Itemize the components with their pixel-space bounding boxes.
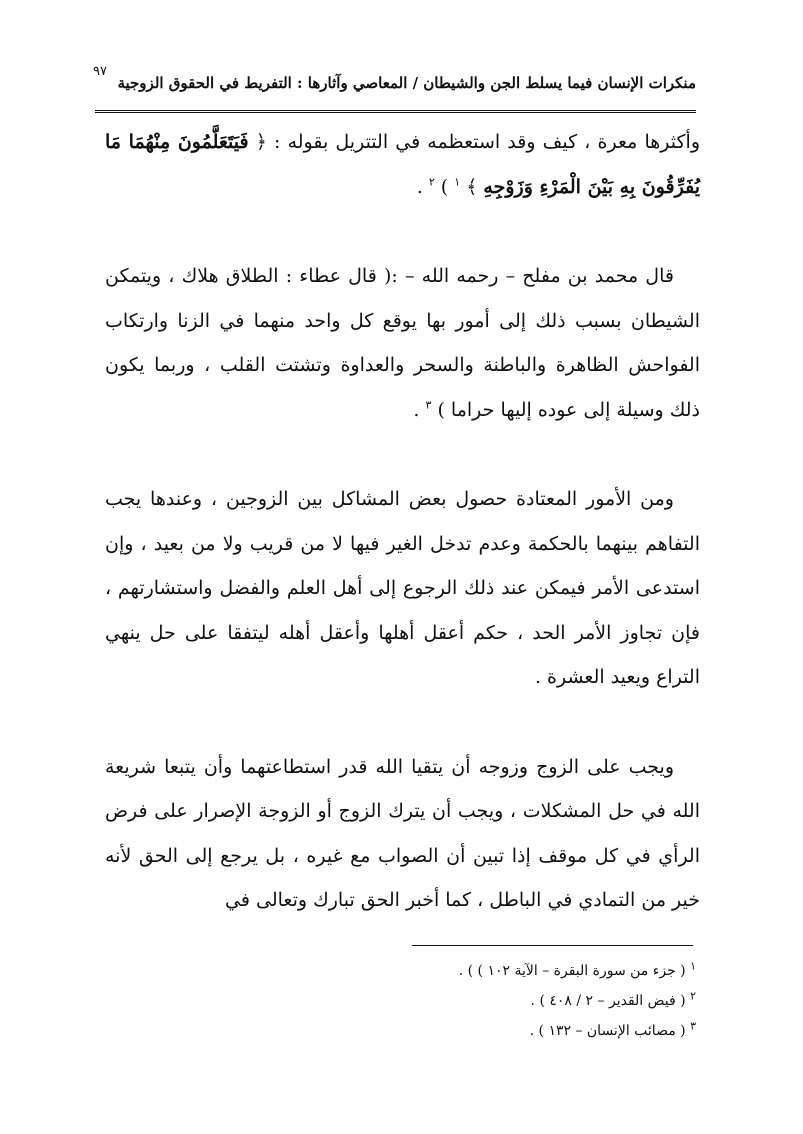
paragraph-2-text: قال محمد بن مفلح – رحمه الله – :( قال عطاء : الطلاق هلاك ، ويتمكن الشيطان بسبب ذلك إلى أمور بها يوقع كل واحد منهما في الزنا وارتكاب الفواحش الظاهرة والباطنة والسحر والعداوة وتشتت القلب ، وربما يكون ذلك وسيلة إلى عوده إليها حراما ): [105, 265, 700, 421]
paragraph-4: ويجب على الزوج وزوجه أن يتقيا الله قدر استطاعتهما وأن يتبعا شريعة الله في حل المشكلات ، ويجب أن يترك الزوج أو الزوجة الإصرار على فرض الرأي في كل موقف إذا تبين أن الصواب مع غيره ، بل يرجع إلى الحق لأنه خير من التمادي في الباطل ، كما أخبر الحق تبارك وتعالى في: [105, 755, 700, 911]
paragraph-1-mid: ): [434, 175, 455, 198]
page-header: [95, 64, 696, 104]
paragraph-1: [105, 120, 700, 209]
footnote-ref-2[interactable]: ٢: [428, 175, 435, 189]
quran-verse: فَيَتَعَلَّمُونَ مِنْهُمَا مَا يُفَرِّقُونَ بِهِ بَيْنَ الْمَرْءِ وَزَوْجِهِ: [105, 131, 700, 198]
footnote-3-text: ( مصائب الإنسان – ١٣٢ ) .: [529, 1023, 686, 1039]
footnote-3: [380, 1016, 696, 1046]
footnote-1-mark: ١: [690, 959, 696, 973]
page-number: ٩٧: [93, 64, 107, 79]
footnote-ref-1[interactable]: ١: [454, 175, 461, 189]
footnote-separator: [412, 945, 693, 946]
footnote-2: [380, 986, 696, 1016]
running-title: منكرات الإنسان فيما يسلط الجن والشيطان / المعاصي وآثارها : التفريط في الحقوق الزوجية: [117, 74, 696, 92]
footnote-2-mark: ٢: [690, 989, 696, 1003]
footnote-1: [380, 956, 696, 986]
footnote-3-mark: ٣: [690, 1019, 696, 1033]
paragraph-1-end: .: [416, 175, 429, 198]
footnotes: [380, 956, 696, 1046]
paragraph-3: ومن الأمور المعتادة حصول بعض المشاكل بين الزوجين ، وعندها يجب التفاهم بينهما بالحكمة وعدم تدخل الغير فيها لا من قريب ولا من بعيد ، وإن استدعى الأمر فيمكن عند ذلك الرجوع إلى أهل العلم والفضل واستشارتهم ، فإن تجاوز الأمر الحد ، حكم أعقل أهلها وأعقل أهله ليتفقا على حل ينهي التراع ويعيد العشرة .: [105, 488, 700, 688]
footnote-1-text: ( جزء من سورة البقرة – الآية ١٠٢ ) ) .: [458, 963, 686, 979]
footnote-ref-3[interactable]: ٣: [425, 398, 432, 412]
footnote-2-text: ( فيض القدير – ٢ / ٤٠٨ ) .: [530, 993, 686, 1009]
verse-close: ﴾: [460, 175, 484, 198]
header-rule: [95, 110, 696, 115]
paragraph-2-end: .: [413, 398, 426, 421]
paragraph-2: [105, 254, 700, 432]
body-text: [105, 120, 700, 968]
paragraph-1-lead: وأكثرها معرة ، كيف وقد استعظمه في التتريل بقوله : ﴿: [248, 131, 700, 153]
